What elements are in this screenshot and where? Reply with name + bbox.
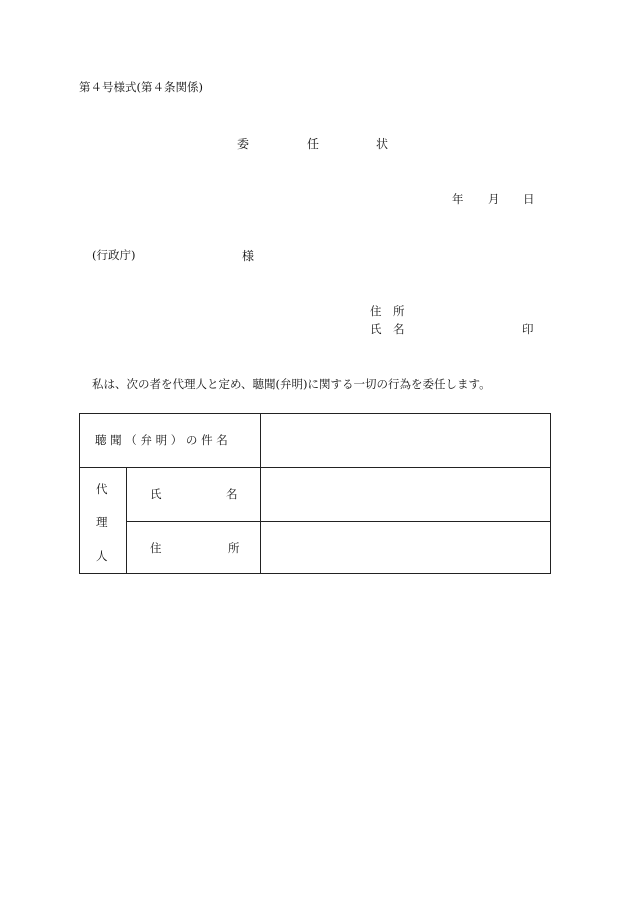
agent-label-char-2: 理: [96, 515, 108, 529]
case-name-label: 聴 聞 （ 弁 明 ） の 件 名: [95, 433, 228, 447]
principal-address-label: 住 所: [370, 304, 405, 318]
table-divider: [126, 521, 550, 522]
seal-mark-label: 印: [522, 322, 534, 336]
addressee-agency-label: (行政庁): [92, 248, 136, 262]
date-month-label: 月: [488, 192, 500, 206]
principal-name-label: 氏 名: [370, 322, 405, 336]
table-divider: [80, 467, 550, 468]
agent-address-label-end: 所: [228, 541, 240, 555]
agent-address-label-start: 住: [150, 541, 162, 555]
addressee-honorific: 様: [242, 249, 255, 263]
agent-name-label-start: 氏: [150, 487, 162, 501]
agent-address-field[interactable]: [262, 523, 548, 573]
agent-name-field[interactable]: [262, 469, 548, 519]
document-title-char-2: 任: [307, 137, 320, 151]
document-title-char-1: 委: [237, 137, 250, 151]
date-year-label: 年: [452, 192, 464, 206]
date-day-label: 日: [523, 192, 535, 206]
agent-label-char-1: 代: [96, 482, 108, 496]
delegation-statement: 私は、次の者を代理人と定め、聴聞(弁明)に関する一切の行為を委任します。: [92, 377, 491, 391]
table-divider: [126, 467, 127, 573]
form-number: 第４号様式(第４条関係): [79, 80, 203, 94]
agent-name-label-end: 名: [226, 487, 238, 501]
agent-label-char-3: 人: [96, 549, 108, 563]
document-title-char-3: 状: [376, 137, 389, 151]
table-divider: [260, 414, 261, 573]
case-name-field[interactable]: [262, 415, 548, 465]
